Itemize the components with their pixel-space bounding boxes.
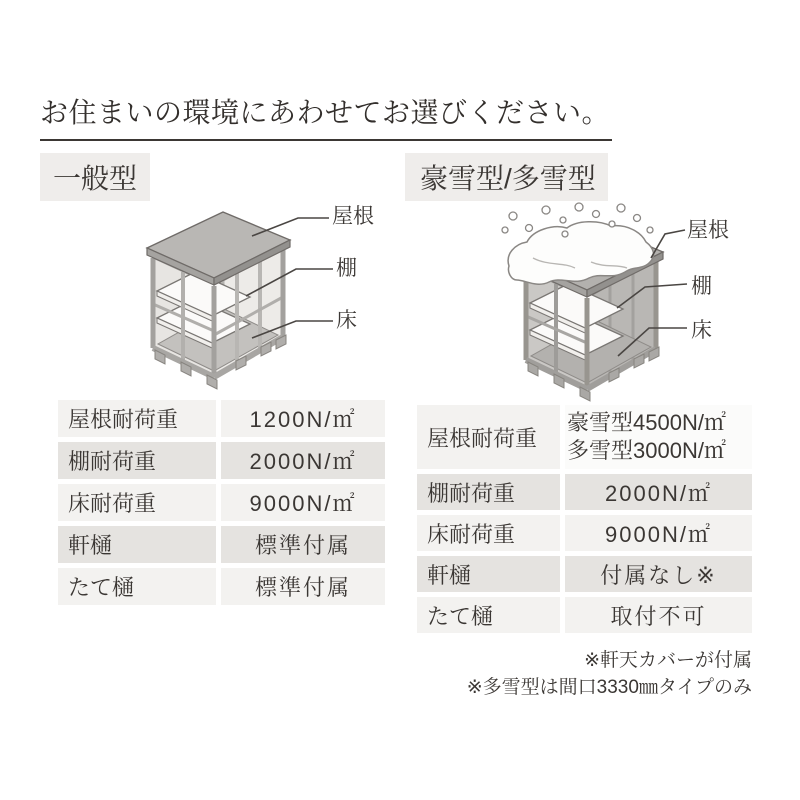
callout-shelf: 棚 — [691, 275, 712, 298]
general-shed-illustration — [40, 200, 392, 408]
snow-shed-illustration — [413, 200, 765, 408]
spec-value-line1: 豪雪型4500N/㎡ — [567, 410, 726, 435]
table-row — [417, 597, 752, 633]
callout-shelf: 棚 — [336, 257, 357, 280]
spec-value: 付属なし※ — [565, 556, 752, 592]
spec-label: 床耐荷重 — [58, 484, 216, 521]
page-title: お住まいの環境にあわせてお選びください。 — [40, 97, 611, 128]
section-header-general: 一般型 — [40, 153, 150, 201]
spec-value: 標準付属 — [221, 526, 385, 563]
spec-value: 9000N/㎡ — [565, 515, 752, 551]
spec-label: 屋根耐荷重 — [58, 400, 216, 437]
spec-value-line2: 多雪型3000N/㎡ — [567, 438, 726, 463]
footnotes — [417, 647, 752, 701]
callout-roof: 屋根 — [687, 219, 729, 242]
spec-label: 床耐荷重 — [417, 515, 560, 551]
table-row — [417, 474, 752, 510]
spec-label: 棚耐荷重 — [417, 474, 560, 510]
table-row — [58, 442, 385, 479]
general-spec-table — [58, 400, 385, 610]
spec-label: 屋根耐荷重 — [417, 405, 560, 469]
callout-roof: 屋根 — [332, 205, 374, 228]
spec-label: たて樋 — [417, 597, 560, 633]
title-underline — [40, 96, 612, 141]
spec-value: 2000N/㎡ — [565, 474, 752, 510]
spec-value: 標準付属 — [221, 568, 385, 605]
spec-value — [565, 405, 752, 469]
spec-value: 1200N/㎡ — [221, 400, 385, 437]
callout-floor: 床 — [336, 309, 357, 332]
table-row — [417, 556, 752, 592]
table-row — [417, 515, 752, 551]
callout-floor: 床 — [691, 319, 712, 342]
spec-label: 棚耐荷重 — [58, 442, 216, 479]
spec-label: たて樋 — [58, 568, 216, 605]
snow-spec-table — [417, 405, 752, 638]
table-row — [417, 405, 752, 469]
table-row — [58, 484, 385, 521]
spec-label: 軒樋 — [58, 526, 216, 563]
table-row — [58, 526, 385, 563]
table-row — [58, 568, 385, 605]
footnote-multi-snow-width: ※多雪型は間口3330㎜タイプのみ — [466, 677, 752, 698]
table-row — [58, 400, 385, 437]
footnote-soffit-cover: ※軒天カバーが付属 — [584, 650, 752, 671]
spec-value: 取付不可 — [565, 597, 752, 633]
shed-isometric-icon — [40, 200, 392, 400]
spec-value: 9000N/㎡ — [221, 484, 385, 521]
spec-label: 軒樋 — [417, 556, 560, 592]
spec-value: 2000N/㎡ — [221, 442, 385, 479]
section-header-heavy-snow: 豪雪型/多雪型 — [405, 153, 608, 201]
